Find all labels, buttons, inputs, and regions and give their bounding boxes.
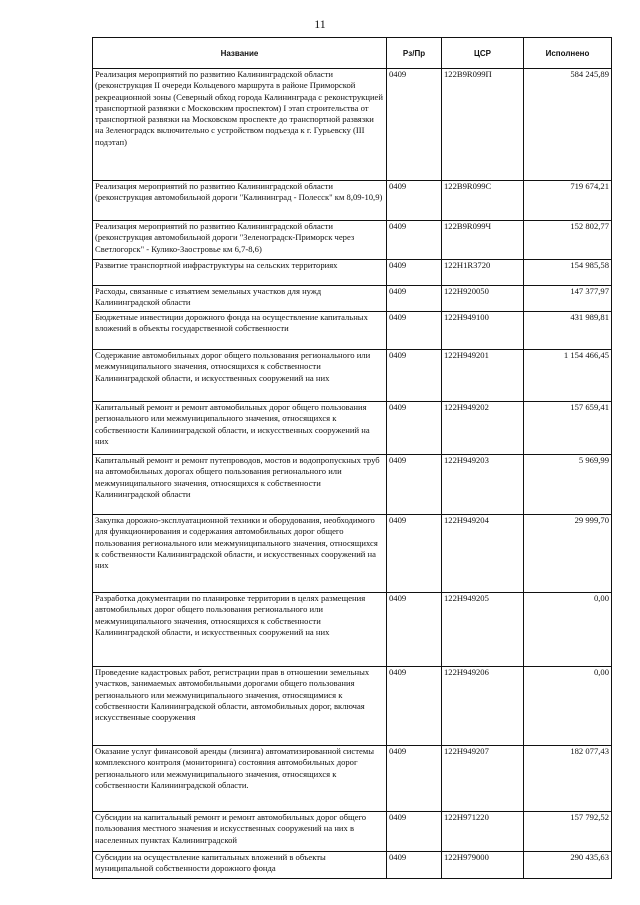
row-csr: 122H949201 bbox=[442, 350, 524, 402]
row-rzpr: 0409 bbox=[387, 515, 442, 593]
table-row bbox=[93, 69, 612, 181]
row-rzpr: 0409 bbox=[387, 69, 442, 181]
row-name: Проведение кадастровых работ, регистрации прав в отношении земельных участков, занимаемых автомобильными дорогами общего пользования регионального или межмуниципального значения, относящимися к собственности Калининградской области, автомобильных дорог, включая искусственные сооружения bbox=[93, 667, 387, 746]
row-csr: 122B9R099П bbox=[442, 69, 524, 181]
table-row bbox=[93, 221, 612, 260]
row-executed: 182 077,43 bbox=[524, 746, 612, 812]
row-executed: 0,00 bbox=[524, 593, 612, 667]
row-rzpr: 0409 bbox=[387, 286, 442, 312]
row-csr: 122H920050 bbox=[442, 286, 524, 312]
row-name: Капитальный ремонт и ремонт автомобильных дорог общего пользования регионального или межмуниципального значения, относящихся к собственности Калининградской области, и искусственных сооружений на них bbox=[93, 402, 387, 455]
row-executed: 29 999,70 bbox=[524, 515, 612, 593]
row-rzpr: 0409 bbox=[387, 746, 442, 812]
row-rzpr: 0409 bbox=[387, 181, 442, 221]
table-row bbox=[93, 455, 612, 515]
row-executed: 154 985,58 bbox=[524, 260, 612, 286]
row-csr: 122H949204 bbox=[442, 515, 524, 593]
table-row bbox=[93, 286, 612, 312]
row-name: Субсидии на осуществление капитальных вложений в объекты муниципальной собственности дорожного фонда bbox=[93, 852, 387, 879]
table-row bbox=[93, 515, 612, 593]
row-name: Субсидии на капитальный ремонт и ремонт автомобильных дорог общего пользования местного значения и искусственных сооружений на них в населенных пунктах Калининградской bbox=[93, 812, 387, 852]
table-row bbox=[93, 852, 612, 879]
table-header-row bbox=[93, 38, 612, 69]
table-row bbox=[93, 402, 612, 455]
row-executed: 719 674,21 bbox=[524, 181, 612, 221]
header-rzpr: Рз/Пр bbox=[387, 38, 442, 69]
row-rzpr: 0409 bbox=[387, 402, 442, 455]
table-row bbox=[93, 667, 612, 746]
row-rzpr: 0409 bbox=[387, 455, 442, 515]
row-name: Расходы, связанные с изъятием земельных участков для нужд Калининградской области bbox=[93, 286, 387, 312]
row-csr: 122H949100 bbox=[442, 312, 524, 350]
budget-table bbox=[92, 37, 612, 879]
row-csr: 122H949203 bbox=[442, 455, 524, 515]
header-name: Название bbox=[93, 38, 387, 69]
row-name: Реализация мероприятий по развитию Калининградской области (реконструкция II очереди Кольцевого маршрута в районе Приморской рекреационной зоны (Северный обход города Калининграда с реконструкцией транспортной развязки с Московским проспектом) I этап строительства от транспортной развязки на Московском проспекте до транспортной развязки на Зеленоградск включительно с устройством подъезда к г. Гурьевску (III подэтап) bbox=[93, 69, 387, 181]
row-rzpr: 0409 bbox=[387, 667, 442, 746]
row-executed: 147 377,97 bbox=[524, 286, 612, 312]
row-executed: 431 989,81 bbox=[524, 312, 612, 350]
row-rzpr: 0409 bbox=[387, 812, 442, 852]
row-csr: 122H949202 bbox=[442, 402, 524, 455]
row-csr: 122H1R3720 bbox=[442, 260, 524, 286]
header-csr: ЦСР bbox=[442, 38, 524, 69]
row-name: Закупка дорожно-эксплуатационной техники и оборудования, необходимого для функционирования и содержания автомобильных дорог общего пользования регионального или межмуниципального значения, относящихся к собственности Калининградской области, и искусственных сооружений на них bbox=[93, 515, 387, 593]
row-executed: 0,00 bbox=[524, 667, 612, 746]
row-csr: 122H949207 bbox=[442, 746, 524, 812]
table-row bbox=[93, 593, 612, 667]
table-row bbox=[93, 312, 612, 350]
row-csr: 122H949205 bbox=[442, 593, 524, 667]
row-executed: 584 245,89 bbox=[524, 69, 612, 181]
row-csr: 122H979000 bbox=[442, 852, 524, 879]
row-executed: 5 969,99 bbox=[524, 455, 612, 515]
row-rzpr: 0409 bbox=[387, 312, 442, 350]
row-executed: 157 659,41 bbox=[524, 402, 612, 455]
row-name: Реализация мероприятий по развитию Калининградской области (реконструкция автомобильной дороги "Зеленоградск-Приморск через Светлогорск" - Кулико-Заостровье км 6,7-8,6) bbox=[93, 221, 387, 260]
row-name: Реализация мероприятий по развитию Калининградской области (реконструкция автомобильной дороги "Калининград - Полесск" км 8,09-10,9) bbox=[93, 181, 387, 221]
row-executed: 290 435,63 bbox=[524, 852, 612, 879]
table-row bbox=[93, 181, 612, 221]
row-executed: 152 802,77 bbox=[524, 221, 612, 260]
row-executed: 157 792,52 bbox=[524, 812, 612, 852]
row-csr: 122B9R099Ч bbox=[442, 221, 524, 260]
table-row bbox=[93, 350, 612, 402]
row-rzpr: 0409 bbox=[387, 852, 442, 879]
row-rzpr: 0409 bbox=[387, 221, 442, 260]
row-name: Бюджетные инвестиции дорожного фонда на осуществление капитальных вложений в объекты государственной собственности bbox=[93, 312, 387, 350]
row-csr: 122B9R099C bbox=[442, 181, 524, 221]
row-name: Разработка документации по планировке территории в целях размещения автомобильных дорог общего пользования регионального или межмуниципального значения, относящихся к собственности Калининградской области, и искусственных сооружений на них bbox=[93, 593, 387, 667]
table-row bbox=[93, 746, 612, 812]
row-rzpr: 0409 bbox=[387, 260, 442, 286]
row-rzpr: 0409 bbox=[387, 593, 442, 667]
row-csr: 122H971220 bbox=[442, 812, 524, 852]
row-name: Оказание услуг финансовой аренды (лизинга) автоматизированной системы комплексного контроля (мониторинга) состояния автомобильных дорог регионального или межмуниципального значения, относящихся к собственности Калининградской области. bbox=[93, 746, 387, 812]
header-executed: Исполнено bbox=[524, 38, 612, 69]
table-row bbox=[93, 812, 612, 852]
row-name: Капитальный ремонт и ремонт путепроводов, мостов и водопропускных труб на автомобильных дорогах общего пользования регионального или межмуниципального значения, относящихся к собственности Калининградской области bbox=[93, 455, 387, 515]
row-name: Содержание автомобильных дорог общего пользования регионального или межмуниципального значения, относящихся к собственности Калининградской области, и искусственных сооружений на них bbox=[93, 350, 387, 402]
page-number: 11 bbox=[314, 17, 326, 31]
table-row bbox=[93, 260, 612, 286]
row-name: Развитие транспортной инфраструктуры на сельских территориях bbox=[93, 260, 387, 286]
row-csr: 122H949206 bbox=[442, 667, 524, 746]
row-rzpr: 0409 bbox=[387, 350, 442, 402]
row-executed: 1 154 466,45 bbox=[524, 350, 612, 402]
